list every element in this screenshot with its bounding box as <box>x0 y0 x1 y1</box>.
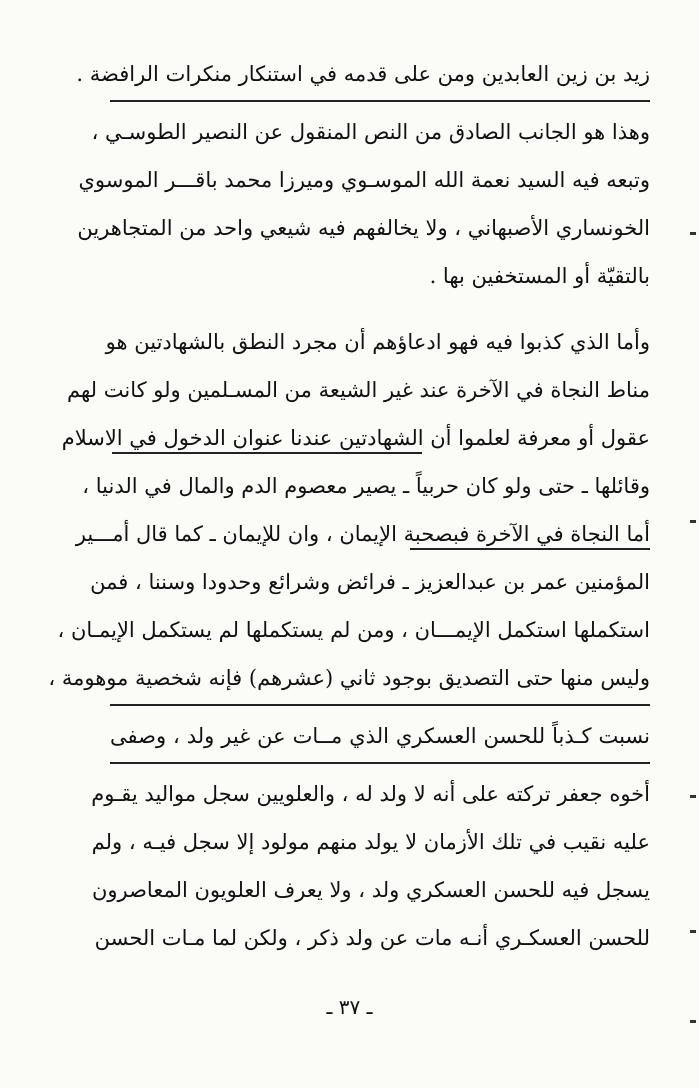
text-line-5: بالتقيّة أو المستخفين بها . <box>429 264 650 288</box>
divider-rule <box>110 100 650 102</box>
body-text <box>48 50 650 962</box>
text-line-11: المؤمنين عمر بن عبدالعزيز ـ فرائض وشرائع وحدودا وسننا ، فمن <box>90 570 650 594</box>
text-line-12: استكملها استكمل الإيمـــان ، ومن لم يستكملها لم يستكمل الإيمـان ، <box>57 618 650 642</box>
divider-rule <box>110 762 650 764</box>
text-line-7: مناط النجاة في الآخرة عند غير الشيعة من المسـلمين ولو كانت لهم <box>67 378 650 402</box>
text-line-2: وهذا هو الجانب الصادق من النص المنقول عن النصير الطوسـي ، <box>91 120 650 144</box>
text-line-17: يسجل فيه للحسن العسكري ولد ، ولا يعرف العلويون المعاصرون <box>91 878 650 902</box>
text-line-18: للحسن العسكـري أنـه مات عن ولد ذكر ، ولكن لما مـات الحسن <box>94 926 650 950</box>
text-line-4: الخونساري الأصبهاني ، ولا يخالفهم فيه شيعي واحد من المتجاهرين <box>77 216 650 240</box>
scan-edge-mark <box>690 1020 696 1023</box>
divider-rule <box>110 704 650 706</box>
scan-edge-mark <box>690 520 696 523</box>
underline-mark <box>410 548 650 550</box>
text-line-8: عقول أو معرفة لعلموا أن الشهادتين عندنا عنوان الدخول في الاسلام <box>61 426 650 450</box>
underline-mark <box>112 452 422 454</box>
page-number: ـ ٣٧ ـ <box>326 995 373 1019</box>
text-line-3: وتبعه فيه السيد نعمة الله الموسـوي وميرزا محمد باقـــر الموسوي <box>78 168 650 192</box>
scan-edge-mark <box>690 795 696 798</box>
text-line-9: وقائلها ـ حتى ولو كان حربياً ـ يصير معصوم الدم والمال في الدنيا ، <box>82 474 650 498</box>
text-line-16: عليه نقيب في تلك الأزمان لا يولد منهم مولود إلا سجل فيـه ، ولم <box>91 830 650 854</box>
text-line-6: وأما الذي كذبوا فيه فهو ادعاؤهم أن مجرد النطق بالشهادتين هو <box>105 330 650 354</box>
text-line-1: زيد بن زين العابدين ومن على قدمه في استنكار منكرات الرافضة . <box>76 62 650 86</box>
text-line-15: أخوه جعفر تركته على أنه لا ولد له ، والعلويين سجل مواليد يقـوم <box>91 782 650 806</box>
scan-edge-mark <box>690 930 696 933</box>
text-line-10: أما النجاة في الآخرة فبصحبة الإيمان ، وان للإيمان ـ كما قال أمـــير <box>75 522 650 546</box>
text-line-14: نسبت كـذباً للحسن العسكري الذي مــات عن غير ولد ، وصفى <box>110 724 650 748</box>
scan-edge-mark <box>690 232 696 235</box>
text-line-13: وليس منها حتى التصديق بوجود ثاني (عشرهم) فإنه شخصية موهومة ، <box>48 666 650 690</box>
